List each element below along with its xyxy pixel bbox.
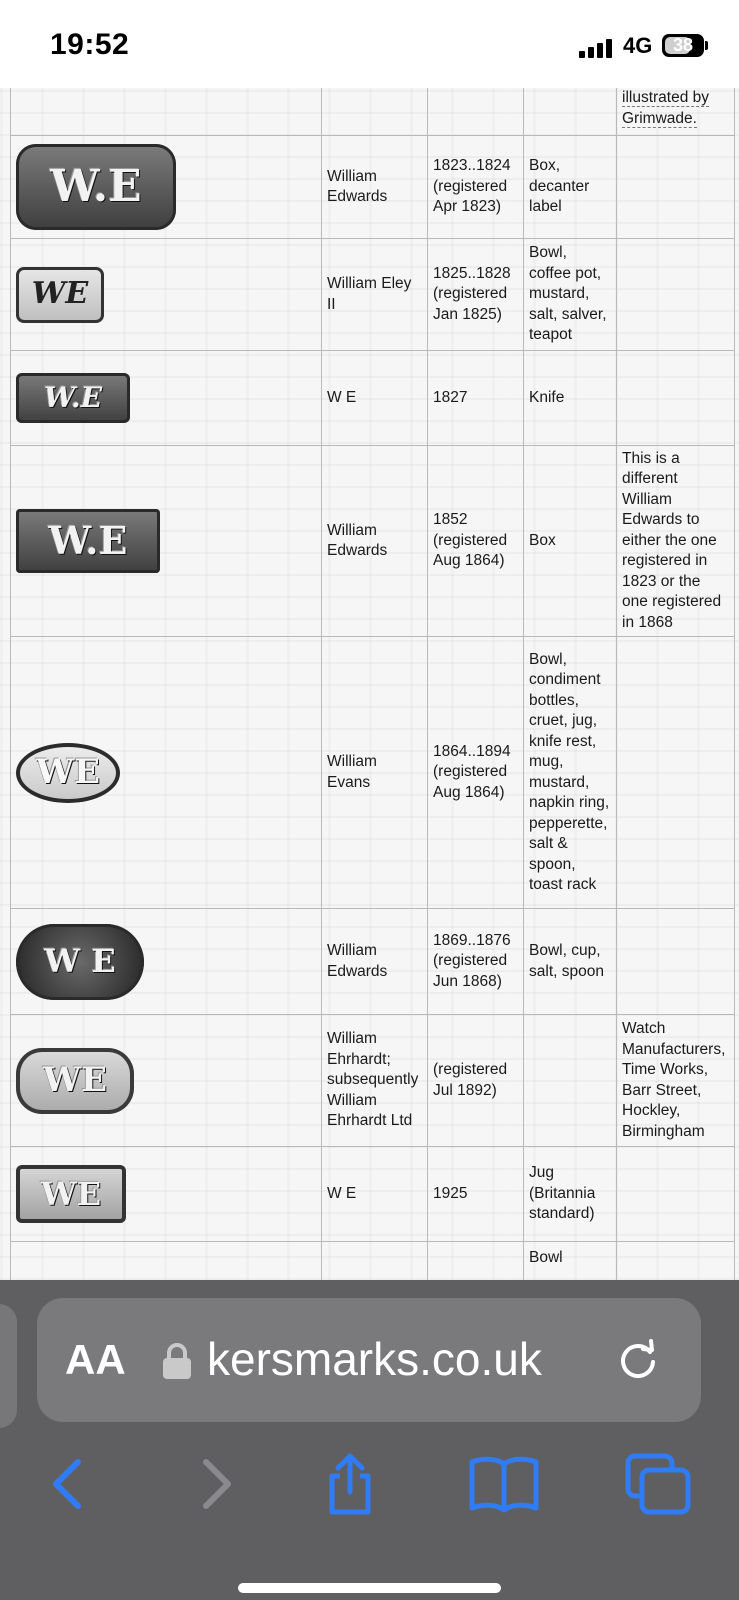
forward-icon[interactable]	[184, 1452, 248, 1516]
mark-cell	[11, 351, 322, 446]
items-cell	[524, 1015, 617, 1147]
notes-cell	[617, 136, 735, 239]
table-row	[11, 88, 735, 136]
address-bar[interactable]	[37, 1298, 701, 1422]
date-cell: 1869..1876 (registered Jun 1868)	[428, 909, 524, 1015]
date-cell: 1925	[428, 1147, 524, 1242]
notes-cell	[617, 88, 735, 136]
maker-cell: William Edwards	[322, 909, 428, 1015]
makers-marks-table	[10, 88, 735, 1280]
notes-cell	[617, 909, 735, 1015]
items-cell: Box, decanter label	[524, 136, 617, 239]
notes-cell	[617, 239, 735, 351]
notes-cell	[617, 1242, 735, 1281]
mark-cell	[11, 909, 322, 1015]
mark-cell	[11, 446, 322, 637]
items-cell	[524, 88, 617, 136]
table-row	[11, 239, 735, 351]
hallmark-image: W.E	[16, 509, 160, 573]
table-row	[11, 1242, 735, 1281]
mark-cell	[11, 136, 322, 239]
bookmarks-icon[interactable]	[468, 1452, 540, 1516]
mark-cell	[11, 637, 322, 909]
maker-cell: William Ehrhardt; subsequently William Ehrhardt Ltd	[322, 1015, 428, 1147]
table-row	[11, 1147, 735, 1242]
table-row	[11, 446, 735, 637]
network-type: 4G	[623, 33, 653, 58]
signal-icon	[579, 38, 619, 58]
grimwade-link[interactable]: illustrated by Grimwade.	[622, 89, 710, 127]
previous-tab-edge[interactable]	[0, 1304, 17, 1428]
web-content[interactable]	[0, 88, 739, 1280]
items-cell: Knife	[524, 351, 617, 446]
items-cell: Bowl, cup, salt, spoon	[524, 909, 617, 1015]
mark-cell	[11, 1242, 322, 1281]
lock-icon	[161, 1342, 193, 1380]
battery-icon	[662, 34, 704, 57]
date-cell: 1823..1824 (registered Apr 1823)	[428, 136, 524, 239]
hallmark-image: WE	[16, 743, 120, 803]
hallmark-image: WE	[16, 1165, 126, 1223]
maker-cell	[322, 1242, 428, 1281]
table-row	[11, 351, 735, 446]
status-bar	[0, 0, 739, 88]
hallmark-image: W E	[16, 924, 144, 1000]
tabs-icon[interactable]	[624, 1452, 694, 1516]
hallmark-image: WE	[16, 267, 104, 323]
mark-cell	[11, 239, 322, 351]
table-row	[11, 909, 735, 1015]
date-cell: 1825..1828 (registered Jan 1825)	[428, 239, 524, 351]
items-cell: Bowl	[524, 1242, 617, 1281]
notes-cell: Watch Manufacturers, Time Works, Barr Street, Hockley, Birmingham	[617, 1015, 735, 1147]
mark-cell	[11, 88, 322, 136]
status-time: 19:52	[50, 28, 130, 61]
notes-cell	[617, 637, 735, 909]
notes-cell: This is a different William Edwards to either the one registered in 1823 or the one registered in 1868	[617, 446, 735, 637]
hallmark-image: WE	[16, 1048, 134, 1114]
battery-level: 38	[672, 35, 694, 55]
items-cell: Bowl, condiment bottles, cruet, jug, knife rest, mug, mustard, napkin ring, pepperette, salt & spoon, toast rack	[524, 637, 617, 909]
items-cell: Bowl, coffee pot, mustard, salt, salver, teapot	[524, 239, 617, 351]
home-indicator[interactable]	[238, 1583, 501, 1593]
date-cell: (registered Jul 1892)	[428, 1015, 524, 1147]
url-text[interactable]: kersmarks.co.uk	[207, 1333, 542, 1385]
maker-cell: William Edwards	[322, 136, 428, 239]
items-cell: Jug (Britannia standard)	[524, 1147, 617, 1242]
date-cell	[428, 88, 524, 136]
notes-cell	[617, 351, 735, 446]
maker-cell: William Edwards	[322, 446, 428, 637]
maker-cell: William Evans	[322, 637, 428, 909]
table-row	[11, 136, 735, 239]
mark-cell	[11, 1147, 322, 1242]
table-row	[11, 637, 735, 909]
reload-icon[interactable]	[615, 1336, 661, 1382]
date-cell: 1864..1894 (registered Aug 1864)	[428, 637, 524, 909]
browser-toolbar	[0, 1280, 739, 1600]
date-cell	[428, 1242, 524, 1281]
maker-cell: W E	[322, 1147, 428, 1242]
items-cell: Box	[524, 446, 617, 637]
hallmark-image: W.E	[16, 144, 176, 230]
maker-cell: W E	[322, 351, 428, 446]
maker-cell	[322, 88, 428, 136]
back-icon[interactable]	[36, 1452, 100, 1516]
mark-cell	[11, 1015, 322, 1147]
text-size-button[interactable]: AA	[65, 1336, 126, 1383]
hallmark-image: W.E	[16, 373, 130, 423]
maker-cell: William Eley II	[322, 239, 428, 351]
date-cell: 1827	[428, 351, 524, 446]
date-cell: 1852 (registered Aug 1864)	[428, 446, 524, 637]
notes-cell	[617, 1147, 735, 1242]
share-icon[interactable]	[318, 1452, 382, 1516]
navigation-bar	[0, 1432, 739, 1532]
table-row	[11, 1015, 735, 1147]
